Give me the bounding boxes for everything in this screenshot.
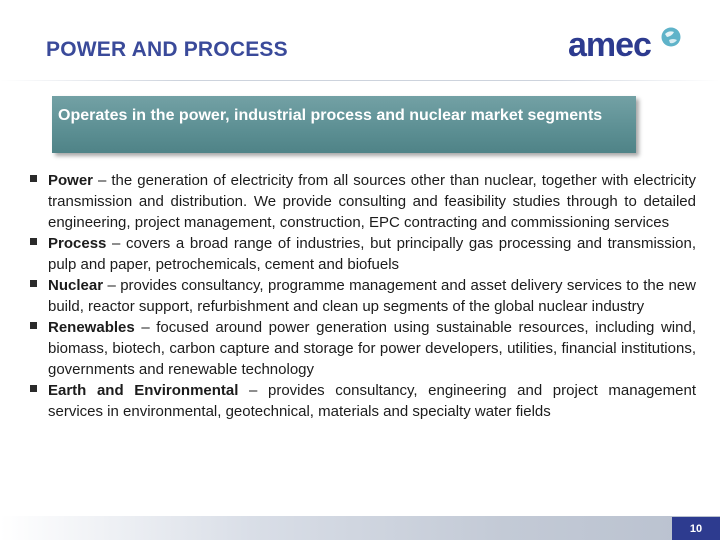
- square-bullet-icon: [30, 238, 37, 245]
- segment-description: – covers a broad range of industries, but principally gas processing and transmission, pulp and paper, petrochemicals, cement and biofuels: [48, 235, 696, 273]
- list-item: [30, 275, 696, 317]
- segment-list: [30, 170, 696, 422]
- amec-logo: [568, 26, 688, 70]
- square-bullet-icon: [30, 322, 37, 329]
- segment-term: Earth and Environmental: [48, 382, 239, 399]
- square-bullet-icon: [30, 175, 37, 182]
- segment-term: Nuclear: [48, 277, 104, 294]
- summary-banner: [52, 96, 636, 153]
- square-bullet-icon: [30, 385, 37, 392]
- list-item: [30, 170, 696, 233]
- segment-description: – provides consultancy, programme management and asset delivery services to the new build, reactor support, refurbishment and clean up segments of the global nuclear industry: [48, 277, 696, 315]
- page-number-badge: 10: [672, 517, 720, 540]
- logo-globe-icon: [660, 26, 682, 48]
- slide-title: POWER AND PROCESS: [46, 38, 288, 61]
- segment-term: Power: [48, 172, 94, 189]
- square-bullet-icon: [30, 280, 37, 287]
- footer-bar: [0, 516, 720, 540]
- logo-wordmark: amec: [568, 26, 651, 64]
- list-item: [30, 380, 696, 422]
- list-item: [30, 233, 696, 275]
- list-item: [30, 317, 696, 380]
- segment-description: – the generation of electricity from all sources other than nuclear, together with electricity transmission and distribution. We provide consulting and feasibility studies through to detailed engineering, project management, construction, EPC contracting and commissioning services: [48, 172, 696, 231]
- segment-term: Process: [48, 235, 107, 252]
- segment-description: – provides consultancy, engineering and project management services in environmental, geotechnical, materials and specialty water fields: [48, 382, 696, 420]
- header-divider: [0, 80, 720, 81]
- banner-text: Operates in the power, industrial process and nuclear market segments: [58, 107, 603, 124]
- segment-description: – focused around power generation using sustainable resources, including wind, biomass, biotech, carbon capture and storage for power developers, utilities, financial institutions, governments and renewable technology: [48, 319, 696, 378]
- segment-term: Renewables: [48, 319, 135, 336]
